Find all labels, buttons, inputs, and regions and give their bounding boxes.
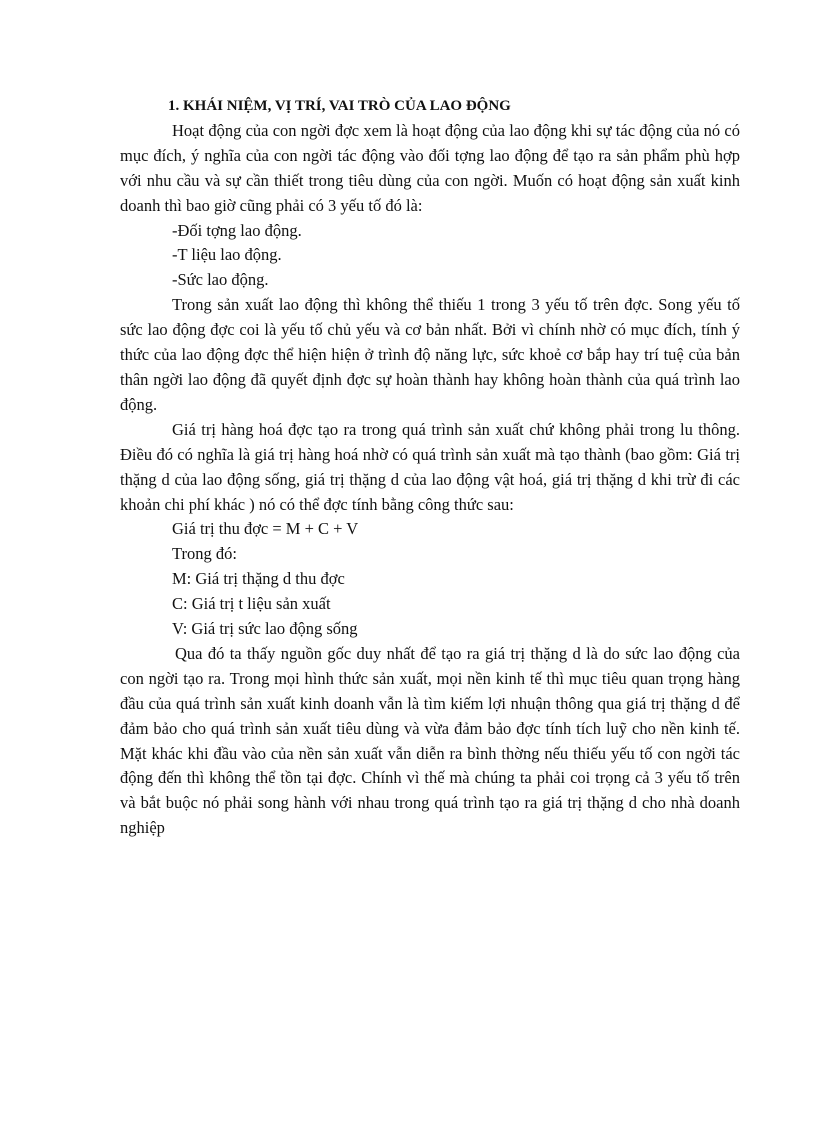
paragraph-labor-importance: Trong sản xuất lao động thì không thể thiếu 1 trong 3 yếu tố trên đợc. Song yếu tố sức lao động đợc coi là yếu tố chủ yếu và cơ bản nhất. Bởi vì chính nhờ có mục đích, tính ý thức của lao động đợc thể hiện hiện ở trình độ năng lực, sức khoẻ cơ bắp hay trí tuệ của bản thân ngời lao động đã quyết định đợc sự hoàn thành hay không hoàn thành của quá trình lao động. [120, 295, 740, 414]
factor-item: -T liệu lao động. [172, 245, 282, 265]
paragraph-commodity-value: Giá trị hàng hoá đợc tạo ra trong quá trình sản xuất chứ không phải trong lu thông. Điều đó có nghĩa là giá trị hàng hoá nhờ có quá trình sản xuất mà tạo thành (bao gồm: Giá trị thặng d của lao động sống, giá trị thặng d của lao động vật hoá, giá trị thặng d khi trừ đi các khoản chi phí khác ) nó có thể đợc tính bằng công thức sau: [120, 419, 740, 514]
paragraph-conclusion: Qua đó ta thấy nguồn gốc duy nhất để tạo ra giá trị thặng d là do sức lao động của con ngời tạo ra. Trong mọi hình thức sản xuất, mọi nền kinh tế thì mục tiêu quan trọng hàng đầu của quá trình sản xuất kinh doanh vẫn là tìm kiếm lợi nhuận thông qua giá trị thặng d để đảm bảo cho quá trình sản xuất tiêu dùng và vừa đảm bảo đợc tính tích luỹ cho nền kinh tế. Mặt khác khi đầu vào của nền sản xuất vẫn diễn ra bình thờng nếu thiếu yếu tố con ngời tác động đến thì không thể tồn tại đợc. Chính vì thế mà chúng ta phải coi trọng cả 3 yếu tố trên và bắt buộc nó phải song hành với nhau trong quá trình tạo ra giá trị thặng d cho nhà doanh nghiệp [120, 643, 740, 838]
definition-item: C: Giá trị t liệu sản xuất [172, 594, 331, 614]
document-page [120, 94, 740, 841]
value-formula: Giá trị thu đợc = M + C + V [172, 519, 359, 539]
factor-item: -Sức lao động. [172, 270, 269, 290]
section-heading: 1. KHÁI NIỆM, VỊ TRÍ, VAI TRÒ CỦA LAO ĐỘNG [168, 98, 511, 114]
where-label: Trong đó: [172, 544, 237, 564]
paragraph-definition: Hoạt động của con ngời đợc xem là hoạt động của lao động khi sự tác động của nó có mục đích, ý nghĩa của con ngời tác động vào đối tợng lao động để tạo ra sản phẩm phù hợp với nhu cầu và sự cần thiết trong tiêu dùng của con ngời. Muốn có hoạt động sản xuất kinh doanh thì bao giờ cũng phải có 3 yếu tố đó là: [120, 120, 740, 215]
definition-item: M: Giá trị thặng d thu đợc [172, 569, 345, 589]
factor-item: -Đối tợng lao động. [172, 220, 302, 240]
definition-item: V: Giá trị sức lao động sống [172, 619, 358, 639]
